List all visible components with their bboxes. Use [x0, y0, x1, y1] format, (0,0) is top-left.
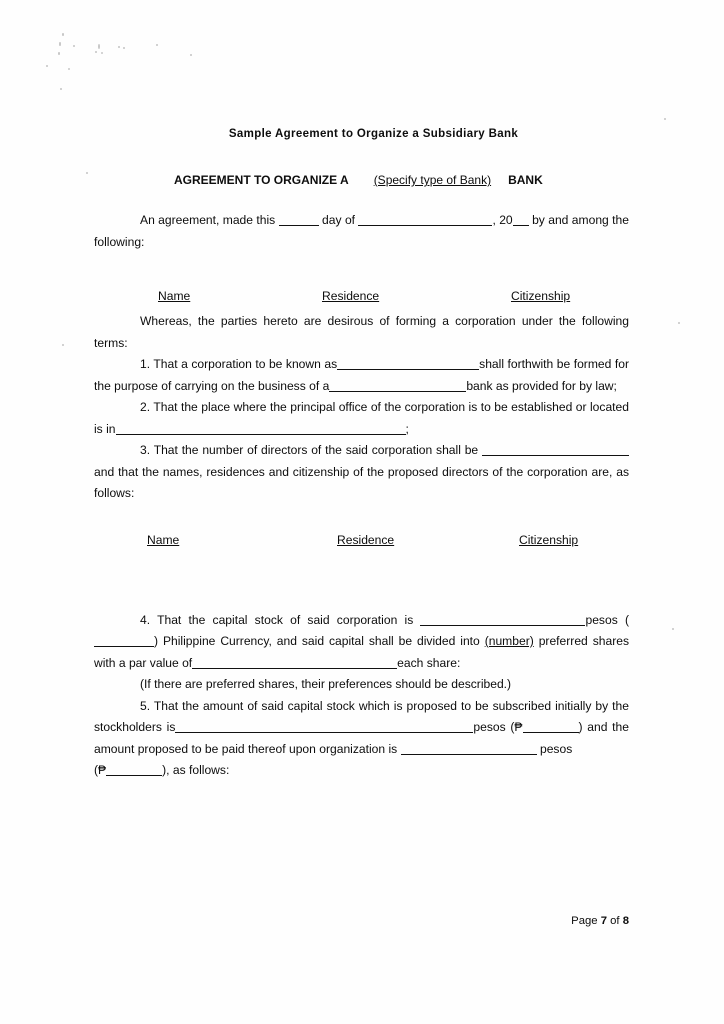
- page-footer: [0, 915, 629, 927]
- subscribed-figure-blank: [523, 732, 579, 733]
- agreement-heading: [94, 173, 629, 187]
- whereas-paragraph: [94, 311, 629, 354]
- intro-text-after-year: by and among the following:: [94, 213, 629, 249]
- intro-text-before-day: An agreement, made this: [140, 213, 276, 227]
- day-blank: [279, 225, 319, 226]
- agreement-heading-left: AGREEMENT TO ORGANIZE A: [174, 173, 349, 187]
- column-header-citizenship: Citizenship: [519, 532, 579, 547]
- office-location-blank: [116, 434, 406, 435]
- peso-sign-1: ₱: [514, 720, 523, 734]
- paragraph-1-number: 1.: [140, 357, 151, 371]
- year-blank: [513, 225, 529, 226]
- intro-text-day-of: day of: [322, 213, 356, 227]
- paid-figure-blank: [106, 775, 162, 776]
- directors-number-blank: [482, 455, 629, 456]
- footer-prefix: Page: [571, 915, 601, 927]
- column-header-citizenship: Citizenship: [511, 289, 571, 303]
- capital-stock-amount-blank: [420, 625, 585, 626]
- paragraph-5-number: 5.: [140, 698, 151, 713]
- directors-table-header: [94, 533, 629, 555]
- paragraph-4-text-e: each share:: [397, 655, 461, 670]
- paragraph-1-text-c: bank as provided for by law;: [466, 378, 617, 393]
- paragraph-5: [94, 696, 629, 782]
- paragraph-4-text-c: ) Philippine Currency, and said capital shall be divided into: [154, 634, 480, 648]
- corporation-name-blank: [337, 369, 479, 370]
- paragraph-5-text-b: pesos (: [473, 720, 515, 734]
- signatories-table-header: [94, 289, 629, 311]
- paragraph-4-text-a: That the capital stock of said corporation is: [157, 612, 414, 627]
- specify-bank-type-blank: (Specify type of Bank): [373, 173, 492, 187]
- paragraph-2: [94, 397, 629, 440]
- paragraph-4-text-b: pesos (: [585, 612, 629, 627]
- page-title: Sample Agreement to Organize a Subsidiary Bank: [228, 128, 519, 140]
- column-header-name: Name: [147, 532, 180, 547]
- paragraph-4-text-d: preferred shares with a par value of: [94, 634, 629, 670]
- par-value-blank: [192, 668, 397, 669]
- intro-paragraph: [94, 210, 629, 253]
- footer-current-page: 7: [600, 915, 607, 927]
- paragraph-5-text-c: ) and the amount proposed to be paid thereof upon organization is: [94, 720, 629, 756]
- document-content: [94, 0, 629, 782]
- paragraph-4: [94, 610, 629, 675]
- paragraph-5-text-e: (: [94, 763, 99, 777]
- column-header-residence: Residence: [322, 289, 380, 303]
- paid-amount-blank: [401, 754, 537, 755]
- paragraph-4-number: 4.: [140, 612, 151, 627]
- business-type-blank: [329, 391, 466, 392]
- month-blank: [358, 225, 492, 226]
- peso-sign-2: ₱: [98, 763, 107, 777]
- paragraph-5-text-f: ), as follows:: [162, 763, 230, 777]
- paragraph-2-text-a: That the place where the principal office of the corporation is to be established or located is in: [94, 400, 629, 436]
- preferred-shares-number-blank: (number): [484, 634, 534, 648]
- paragraph-2-text-b: ;: [405, 421, 409, 436]
- footer-middle: of: [607, 915, 623, 927]
- paragraph-3-text-a: That the number of directors of the said corporation shall be: [153, 443, 479, 457]
- whereas-text: Whereas, the parties hereto are desirous of forming a corporation under the following terms:: [94, 314, 629, 350]
- subscribed-amount-blank: [175, 732, 473, 733]
- footer-total-pages: 8: [622, 915, 629, 927]
- paragraph-note: [94, 674, 629, 696]
- intro-text-year-prefix: , 20: [492, 213, 513, 227]
- paragraph-2-number: 2.: [140, 400, 151, 414]
- paragraph-3-number: 3.: [140, 443, 151, 457]
- paragraph-3-text-b: and that the names, residences and citizenship of the proposed directors of the corporation are, as follows:: [94, 464, 629, 500]
- agreement-heading-right: BANK: [508, 173, 543, 187]
- paragraph-3: [94, 440, 629, 505]
- paragraph-note-text: (If there are preferred shares, their preferences should be described.): [140, 677, 512, 691]
- column-header-name: Name: [158, 289, 191, 303]
- paragraph-1-text-b: shall forthwith be formed for the purpose of carrying on the business of a: [94, 357, 629, 393]
- paragraph-1-text-a: That a corporation to be known as: [153, 357, 338, 371]
- paragraph-1: [94, 354, 629, 397]
- capital-stock-figure-blank: [94, 646, 154, 647]
- paragraph-5-text-d: pesos: [539, 741, 573, 756]
- paragraph-5-text-a: That the amount of said capital stock which is proposed to be subscribed initially by the stockholders is: [94, 698, 629, 734]
- column-header-residence: Residence: [337, 532, 395, 547]
